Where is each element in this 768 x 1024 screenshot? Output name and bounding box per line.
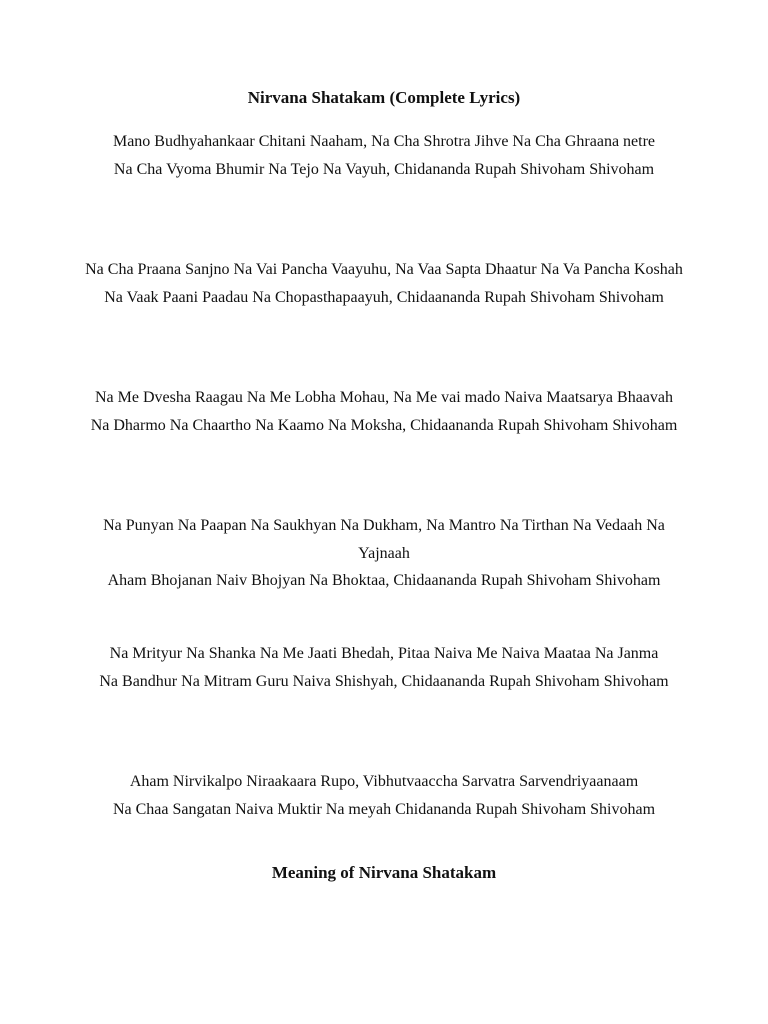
stanza-line: Aham Nirvikalpo Niraakaara Rupo, Vibhutvaaccha Sarvatra Sarvendriyaanaam	[129, 773, 639, 790]
lyrics-stanza-1	[84, 128, 684, 183]
stanza-line: Na Cha Vyoma Bhumir Na Tejo Na Vayuh, Chidananda Rupah Shivoham Shivoham	[113, 160, 655, 178]
stanza-line: Na Dharmo Na Chaartho Na Kaamo Na Moksha, Chidaananda Rupah Shivoham Shivoham	[90, 416, 678, 434]
stanza-line: Na Punyan Na Paapan Na Saukhyan Na Dukham, Na Mantro Na Tirthan Na Vedaah Na Yajnaah	[103, 517, 665, 562]
document-title: Nirvana Shatakam (Complete Lyrics)	[247, 88, 521, 107]
stanza-line: Aham Bhojanan Naiv Bhojyan Na Bhoktaa, Chidaananda Rupah Shivoham Shivoham	[107, 572, 661, 590]
stanza-line: Na Chaa Sangatan Naiva Muktir Na meyah Chidananda Rupah Shivoham Shivoham	[112, 800, 656, 818]
lyrics-stanza-3	[84, 384, 684, 439]
lyrics-stanza-5	[84, 640, 684, 695]
lyrics-stanza-4	[84, 512, 684, 595]
stanza-line: Mano Budhyahankaar Chitani Naaham, Na Cha Shrotra Jihve Na Cha Ghraana netre	[112, 133, 656, 150]
lyrics-stanza-2	[84, 256, 684, 311]
stanza-line: Na Cha Praana Sanjno Na Vai Pancha Vaayuhu, Na Vaa Sapta Dhaatur Na Va Pancha Koshah	[85, 261, 683, 278]
lyrics-stanza-6	[84, 768, 684, 823]
meaning-heading: Meaning of Nirvana Shatakam	[271, 863, 497, 882]
stanza-line: Na Mrityur Na Shanka Na Me Jaati Bhedah, Pitaa Naiva Me Naiva Maataa Na Janma	[109, 645, 659, 662]
stanza-line: Na Bandhur Na Mitram Guru Naiva Shishyah, Chidaananda Rupah Shivoham Shivoham	[99, 672, 669, 690]
stanza-line: Na Me Dvesha Raagau Na Me Lobha Mohau, Na Me vai mado Naiva Maatsarya Bhaavah	[94, 389, 674, 406]
stanza-line: Na Vaak Paani Paadau Na Chopasthapaayuh, Chidaananda Rupah Shivoham Shivoham	[104, 288, 664, 306]
